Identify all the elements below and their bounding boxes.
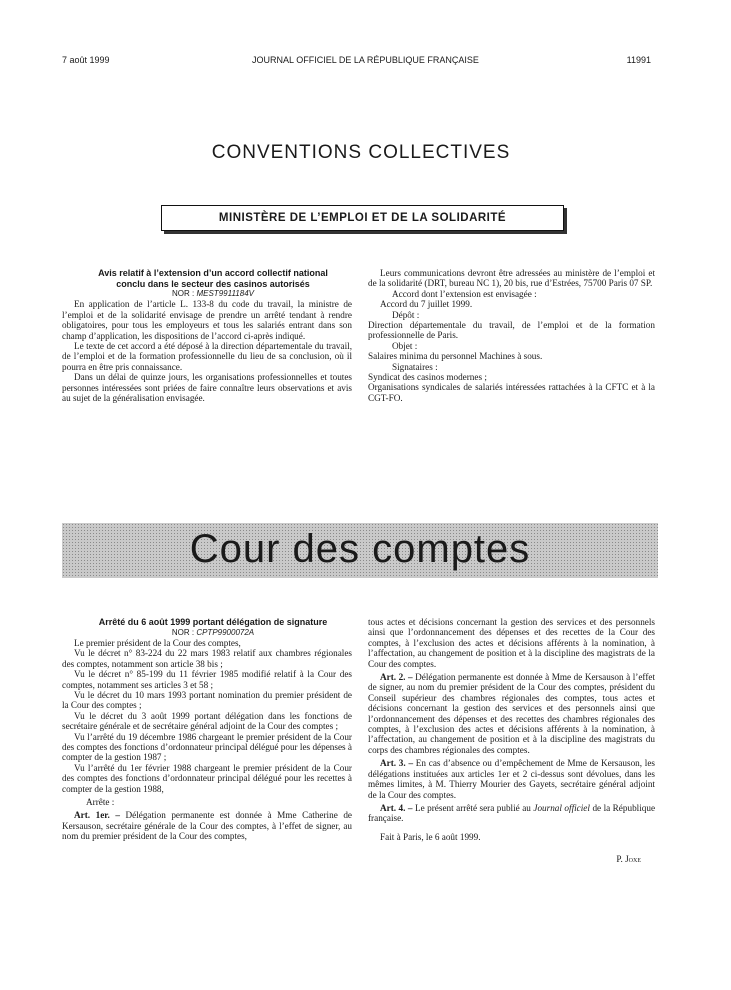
objet-value: Salaires minima du personnel Machines à sous. [368,351,543,362]
article-3 [368,758,655,800]
arrete-vu: Vu le décret n° 85-199 du 11 février 1985 modifié relatif à la Cour des comptes, notamment ses articles 3 et 58 ; [62,669,352,690]
avis-nor [62,289,352,299]
arrete-nor-code: CPTP9900072A [196,627,255,637]
avis-nor-code: MEST9911184V [196,289,254,298]
avis-paragraph: Le texte de cet accord a été déposé à la direction départementale du travail, de l’emploi et de la formation professionnelle du lieu de sa conclusion, où il pourra en être pris connaissance. [62,341,352,372]
article-2 [368,672,655,755]
arrete-label: Arrête : [86,797,115,807]
signataires-label: Signataires : [392,361,438,372]
article-3-label: Art. 3. – [380,758,414,769]
arrete-column-right [368,617,655,865]
arrete-vu: Vu le décret du 10 mars 1993 portant nomination du premier président de la Cour des comptes ; [62,689,352,711]
article-1-text: Délégation permanente est donnée à Mme Catherine de Kersauson, secrétaire générale de la Cour des comptes, à l’effet de signer, au nom du premier président de la Cour des comptes, [62,810,352,842]
arrete-nor [62,628,352,638]
avis-paragraph: Dans un délai de quinze jours, les organisations professionnelles et toutes personnes intéressées sont priées de faire connaître leurs observations et avis au sujet de la généralisation envisagée. [62,372,352,404]
accord-label: Accord dont l’extension est envisagée : [392,288,537,299]
header-journal-title: JOURNAL OFFICIEL DE LA RÉPUBLIQUE FRANÇAISE [252,55,479,65]
section-title: CONVENTIONS COLLECTIVES [211,142,511,163]
arrete-intro: Le premier président de la Cour des comptes, [74,637,241,648]
avis-column-left [62,268,352,403]
article-1 [62,810,352,841]
ministry-heading: MINISTÈRE DE L’EMPLOI ET DE LA SOLIDARITÉ [161,205,564,231]
article-4 [368,803,655,824]
signataires-value: Syndicat des casinos modernes ; [368,372,487,383]
article-1-label: Art. 1er. – [74,810,120,821]
avis-communications: Leurs communications devront être adressées au ministère de l’emploi et de la solidarité (DRT, bureau NC 1), 20 bis, rue d’Estrées, 75700 Paris 07 SP. [368,268,655,289]
header-page-number: 11991 [626,55,651,65]
arrete-column-left [62,617,352,842]
article-4-text-end: de la République française. [368,802,656,824]
cour-des-comptes-banner [62,523,658,578]
arrete-vu: Vu le décret du 3 août 1999 portant délégation dans les fonctions de secrétaire générale et de secrétaire général adjoint de la Cour des comptes ; [62,710,352,732]
depot-value: Direction départementale du travail, de l’emploi et de la formation professionnelle de Paris. [368,320,655,341]
arrete-vu: Vu l’arrêté du 19 décembre 1986 chargeant le premier président de la Cour des comptes des fonctions d’ordonnateur principal délégué pour les dépenses à compter de la gestion 1987 ; [62,731,352,763]
accord-value: Accord du 7 juillet 1999. [380,299,473,310]
signataires-value: Organisations syndicales de salariés intéressées rattachées à la CFTC et à la CGT-FO. [368,382,655,403]
arrete-vu: Vu l’arrêté du 1er février 1988 chargeant le premier président de la Cour des comptes des fonctions d’ordonnateur principal délégué pour les recettes à compter de la gestion 1988, [62,762,352,794]
arrete-title: Arrêté du 6 août 1999 portant délégation de signature [98,617,328,627]
article-2-text: Délégation permanente est donnée à Mme de Kersauson à l’effet de signer, au nom du premier président de la Cour des comptes, président du Conseil supérieur des chambres régionales des comptes, tous actes et décisions concernant la gestion des services et des personnels ainsi que l’ordonnancement des dépenses et des recettes des chambres régionales des comptes, à l’exclusion des actes et décisions afférents à la nomination, à l’affectation, au changement de position et à la discipline des magistrats du corps des chambres régionales des comptes. [368,672,656,755]
article-2-label: Art. 2. – [380,672,413,683]
fait-a-paris: Fait à Paris, le 6 août 1999. [380,831,481,842]
avis-paragraph: En application de l’article L. 133-8 du code du travail, la ministre de l’emploi et de la solidarité envisage de prendre un arrêté tendant à rendre obligatoires, pour tous les employeurs et tous les salariés entrant dans son champ d’application, les dispositions de l’accord ci-après indiqué. [62,299,352,341]
arrete-vu: Vu le décret n° 83-224 du 22 mars 1983 relatif aux chambres régionales des comptes, notamment son article 38 bis ; [62,648,352,669]
depot-label: Dépôt : [392,309,420,320]
avis-title-line1: Avis relatif à l’extension d’un accord collectif national [98,268,328,278]
signature: P. Joxe [616,854,641,865]
header-date: 7 août 1999 [62,55,110,65]
avis-column-right [368,268,655,403]
article-4-journal: Journal officiel [533,802,590,813]
avis-title-line2: conclu dans le secteur des casinos autorisés [116,278,310,289]
banner-title: Cour des comptes [189,527,531,571]
article-3-text: En cas d’absence ou d’empêchement de Mme de Kersauson, les délégations instituées aux articles 1er et 2 ci-dessus sont dévolues, dans les mêmes limites, à M. Thierry Mourier des Gayets, secrétaire général adjoint de la Cour des comptes. [368,758,656,800]
article-4-text: Le présent arrêté sera publié au [414,802,531,813]
article-4-label: Art. 4. – [380,802,413,813]
arrete-nor-label: NOR : [171,627,195,637]
article-1-continued: tous actes et décisions concernant la gestion des services et des personnels ainsi que l’ordonnancement des dépenses et des recettes de la Cour des comptes, à l’exclusion des actes et décisions afférents à la nomination, à l’affectation, au changement de position et à la discipline des magistrats de la Cour des comptes. [368,617,655,669]
objet-label: Objet : [392,340,418,351]
avis-nor-label: NOR : [172,289,195,298]
